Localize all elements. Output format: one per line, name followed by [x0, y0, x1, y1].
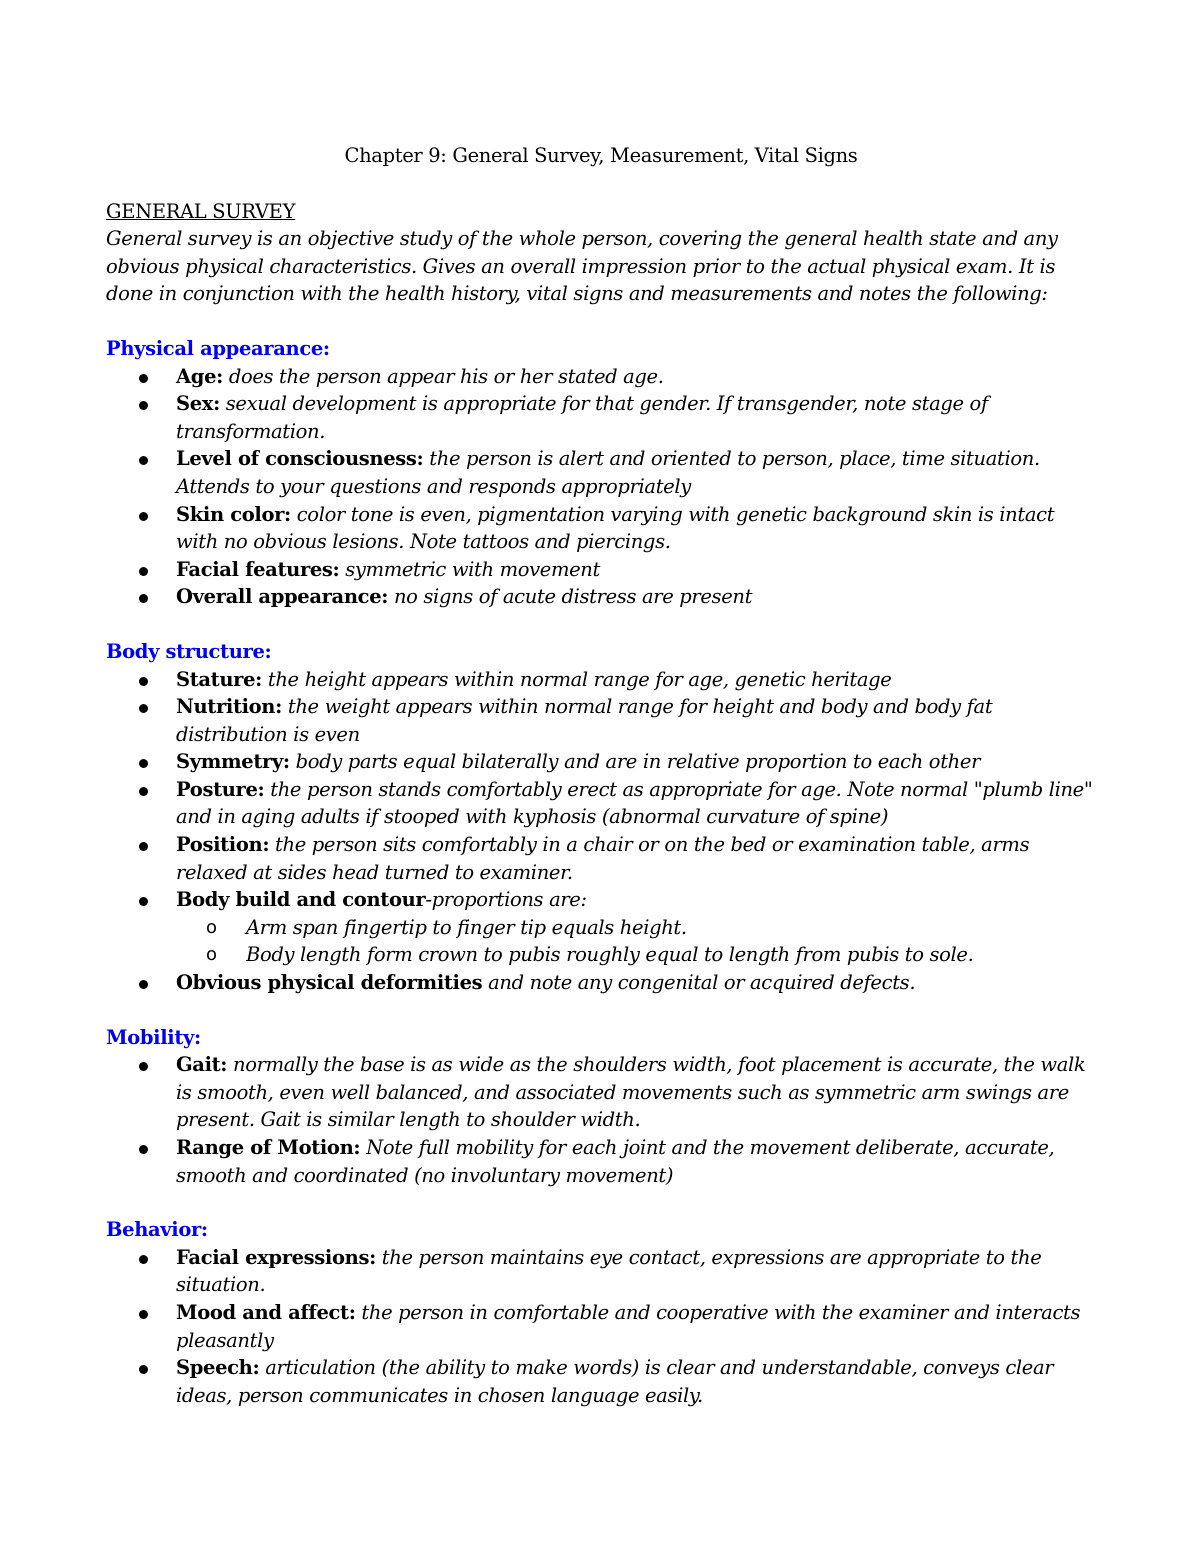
item-desc: the person maintains eye contact, expressions are appropriate to the situation.: [176, 1245, 1042, 1297]
item-label: Nutrition:: [176, 695, 282, 719]
hollow-bullet-icon: o: [206, 916, 217, 938]
list-item: [106, 1134, 1096, 1189]
list-item: [106, 969, 1096, 997]
bullet-icon: [139, 759, 148, 768]
list-item: [106, 390, 1096, 445]
heading-physical-appearance: Physical appearance:: [106, 336, 330, 360]
sub-item-desc: Body length form crown to pubis roughly equal to length from pubis to sole.: [246, 943, 974, 967]
item-desc: the person is alert and oriented to person, place, time situation. Attends to your questions and responds appropriately: [176, 447, 1040, 498]
item-desc: normally the base is as wide as the shoulders width, foot placement is accurate, the walk is smooth, even well balanced, and associated movements such as symmetric arm swings are present. Gait is similar length to shoulder width.: [176, 1053, 1086, 1132]
physical-appearance-list: [106, 363, 1096, 611]
item-label: Sex:: [176, 392, 220, 416]
bullet-icon: [139, 1310, 148, 1319]
list-item: [106, 666, 1096, 694]
item-label: Symmetry:: [176, 750, 290, 774]
list-item: [106, 363, 1096, 391]
item-desc: the weight appears within normal range for height and body and body fat distribution is even: [176, 695, 993, 746]
intro-paragraph: General survey is an objective study of the whole person, covering the general health state and any obvious physical characteristics. Gives an overall impression prior to the actual physical exam. It is done in conjunction with the health history, vital signs and measurements and notes the following:: [106, 227, 1058, 306]
bullet-icon: [139, 980, 148, 989]
bullet-icon: [139, 787, 148, 796]
item-desc: the height appears within normal range for age, genetic heritage: [262, 667, 892, 691]
list-item: [106, 831, 1096, 886]
item-desc: symmetric with movement: [339, 557, 600, 581]
item-label: Level of consciousness:: [176, 447, 424, 471]
item-label: Mood and affect:: [176, 1300, 356, 1324]
bullet-icon: [139, 1145, 148, 1154]
item-desc: no signs of acute distress are present: [388, 585, 753, 609]
list-item: [106, 1051, 1096, 1134]
bullet-icon: [139, 897, 148, 906]
bullet-icon: [139, 1255, 148, 1264]
list-item: [106, 693, 1096, 748]
section-heading: GENERAL SURVEY: [106, 199, 296, 223]
item-label: Speech:: [176, 1356, 260, 1380]
item-desc: body parts equal bilaterally and are in relative proportion to each other: [289, 750, 981, 774]
heading-mobility: Mobility:: [106, 1025, 201, 1049]
body-structure-list: [106, 666, 1096, 997]
document-page: [106, 142, 1096, 1409]
item-label: Facial expressions:: [176, 1245, 376, 1269]
item-label: Age:: [176, 364, 223, 388]
list-item: [106, 445, 1096, 500]
bullet-icon: [139, 374, 148, 383]
sub-list-item: [176, 914, 1096, 942]
list-item: [106, 748, 1096, 776]
list-item: [106, 501, 1096, 556]
item-label: Facial features:: [176, 557, 340, 581]
sub-list-item: [176, 941, 1096, 969]
sub-item-desc: Arm span fingertip to finger tip equals height.: [246, 915, 687, 939]
bullet-icon: [139, 401, 148, 410]
bullet-icon: [139, 1062, 148, 1071]
bullet-icon: [139, 512, 148, 521]
item-label: Overall appearance:: [176, 585, 389, 609]
behavior-list: [106, 1244, 1096, 1410]
item-label: Stature:: [176, 667, 262, 691]
bullet-icon: [139, 456, 148, 465]
bullet-icon: [139, 842, 148, 851]
item-desc: sexual development is appropriate for that gender. If transgender, note stage of transformation.: [176, 392, 988, 443]
bullet-icon: [139, 1365, 148, 1374]
sub-list: [176, 914, 1096, 969]
item-desc: and note any congenital or acquired defects.: [482, 971, 916, 995]
bullet-icon: [139, 594, 148, 603]
hollow-bullet-icon: o: [206, 944, 217, 966]
item-label: Gait:: [176, 1053, 228, 1077]
item-desc: Note full mobility for each joint and the movement deliberate, accurate, smooth and coordinated (no involuntary movement): [176, 1136, 1055, 1187]
item-desc: articulation (the ability to make words) is clear and understandable, conveys clear ideas, person communicates in chosen language easily.: [176, 1356, 1054, 1407]
heading-body-structure: Body structure:: [106, 639, 272, 663]
list-item: [106, 886, 1096, 969]
item-label: Skin color:: [176, 502, 291, 526]
item-label: Posture:: [176, 777, 265, 801]
list-item: [106, 583, 1096, 611]
bullet-icon: [139, 677, 148, 686]
item-desc: the person sits comfortably in a chair or on the bed or examination table, arms relaxed at sides head turned to examiner.: [176, 833, 1030, 884]
list-item: [106, 556, 1096, 584]
item-desc: color tone is even, pigmentation varying with genetic background skin is intact with no obvious lesions. Note tattoos and piercings.: [176, 502, 1055, 554]
bullet-icon: [139, 704, 148, 713]
item-label: Range of Motion:: [176, 1136, 361, 1159]
item-label: Obvious physical deformities: [176, 971, 483, 995]
list-item: [106, 776, 1096, 831]
item-desc: the person stands comfortably erect as appropriate for age. Note normal "plumb line" and in aging adults if stooped with kyphosis (abnormal curvature of spine): [176, 777, 1093, 829]
item-desc: the person in comfortable and cooperative with the examiner and interacts pleasantly: [176, 1300, 1081, 1352]
item-desc: -proportions are:: [425, 888, 587, 912]
list-item: [106, 1299, 1096, 1354]
item-label: Position:: [176, 833, 270, 857]
list-item: [106, 1244, 1096, 1299]
page-title: Chapter 9: General Survey, Measurement, Vital Signs: [344, 144, 858, 167]
list-item: [106, 1354, 1096, 1409]
item-desc: does the person appear his or her stated age.: [222, 364, 664, 388]
mobility-list: [106, 1051, 1096, 1189]
bullet-icon: [139, 567, 148, 576]
item-label: Body build and contour: [176, 888, 426, 912]
heading-behavior: Behavior:: [106, 1218, 208, 1242]
